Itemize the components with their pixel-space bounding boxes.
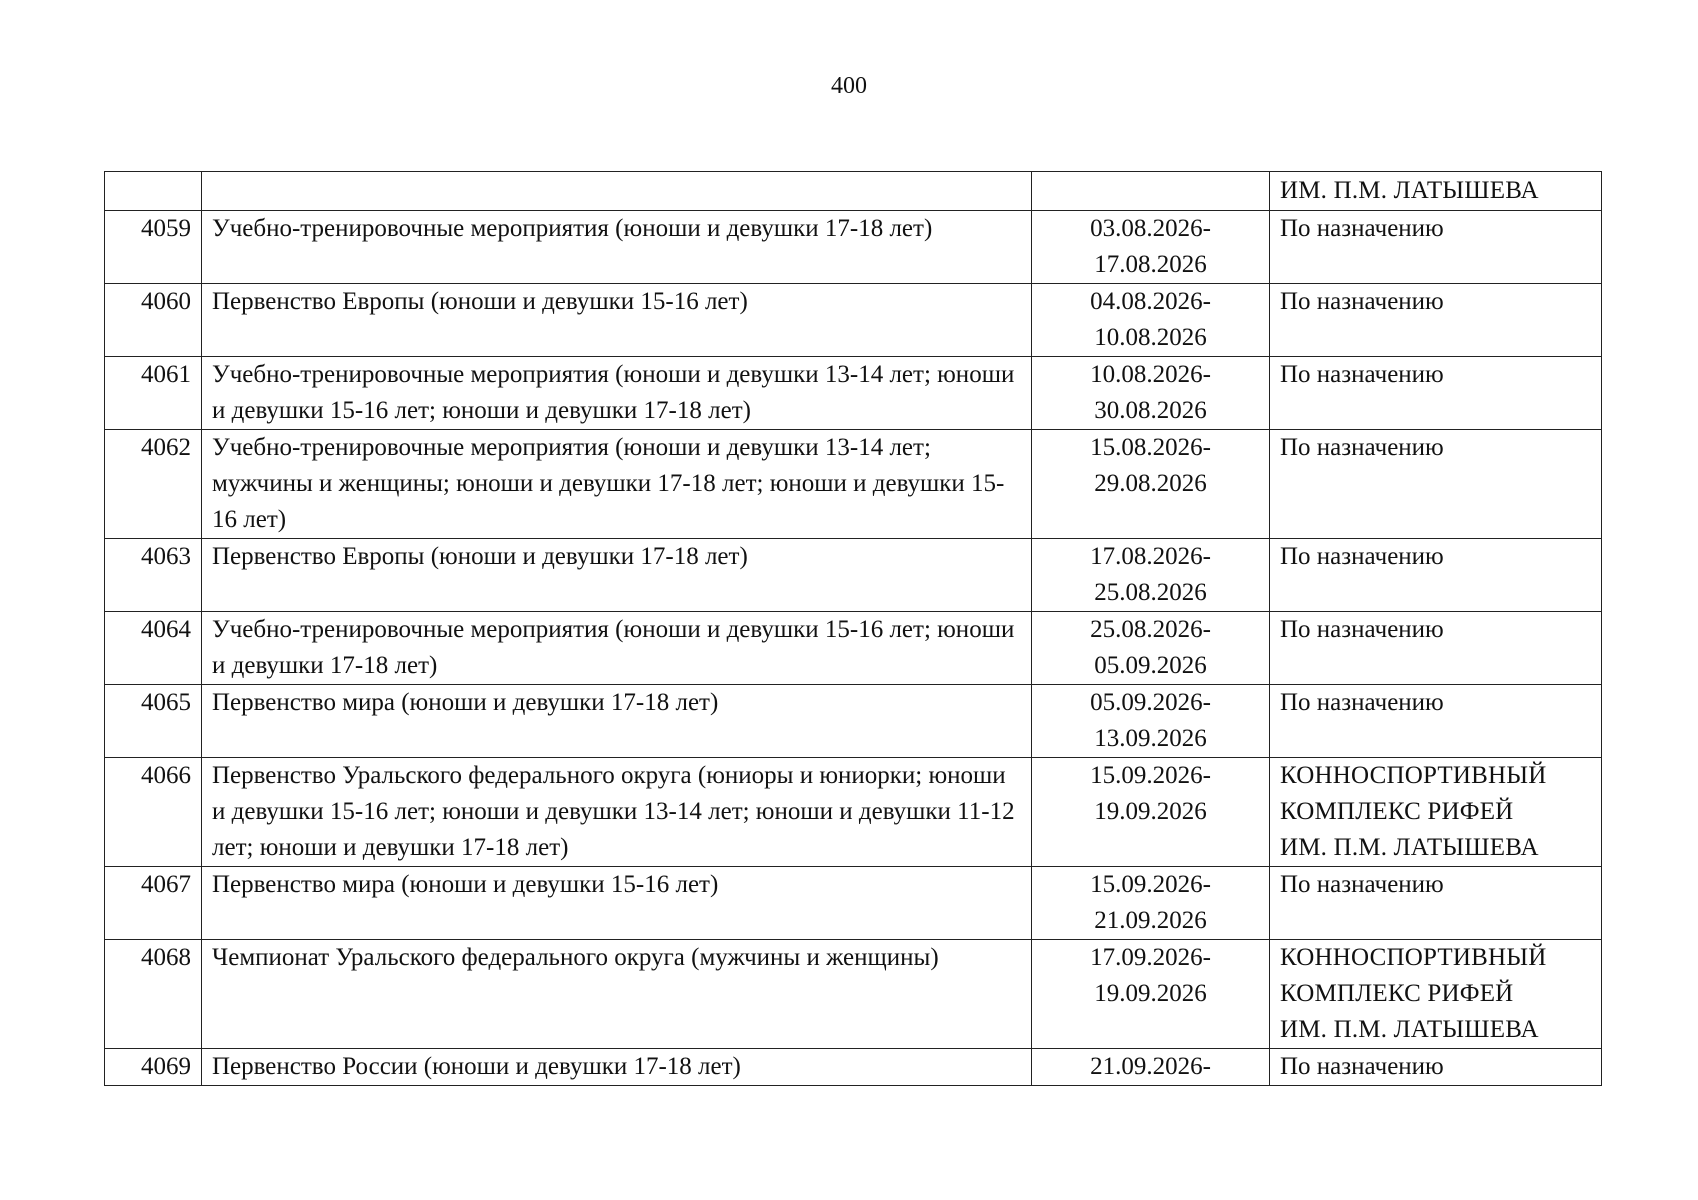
- event-place-cell: По назначению: [1270, 284, 1602, 357]
- table-row: [105, 211, 1602, 284]
- event-name-cell: Первенство Европы (юноши и девушки 17-18 лет): [202, 539, 1032, 612]
- table-row: [105, 539, 1602, 612]
- row-number-cell: 4069: [105, 1049, 202, 1086]
- row-number-cell: 4060: [105, 284, 202, 357]
- row-number-cell: 4059: [105, 211, 202, 284]
- event-place-cell: По назначению: [1270, 685, 1602, 758]
- event-dates-cell: 10.08.2026- 30.08.2026: [1032, 357, 1270, 430]
- event-name-cell: Первенство мира (юноши и девушки 15-16 лет): [202, 867, 1032, 940]
- table-row: [105, 284, 1602, 357]
- event-place-cell: КОННОСПОРТИВНЫЙ КОМПЛЕКС РИФЕЙ ИМ. П.М. ЛАТЫШЕВА: [1270, 758, 1602, 867]
- event-place-cell: По назначению: [1270, 867, 1602, 940]
- event-name-cell: [202, 172, 1032, 211]
- event-dates-cell: 04.08.2026- 10.08.2026: [1032, 284, 1270, 357]
- event-name-cell: Учебно-тренировочные мероприятия (юноши и девушки 13-14 лет; юноши и девушки 15-16 лет; юноши и девушки 17-18 лет): [202, 357, 1032, 430]
- event-name-cell: Чемпионат Уральского федерального округа (мужчины и женщины): [202, 940, 1032, 1049]
- event-dates-cell: 15.09.2026- 19.09.2026: [1032, 758, 1270, 867]
- row-number-cell: [105, 172, 202, 211]
- event-dates-cell: 17.08.2026- 25.08.2026: [1032, 539, 1270, 612]
- table-row: [105, 357, 1602, 430]
- event-dates-cell: 15.08.2026- 29.08.2026: [1032, 430, 1270, 539]
- event-place-cell: КОННОСПОРТИВНЫЙ КОМПЛЕКС РИФЕЙ ИМ. П.М. ЛАТЫШЕВА: [1270, 940, 1602, 1049]
- event-place-cell: По назначению: [1270, 539, 1602, 612]
- page-number: 400: [831, 73, 867, 99]
- event-name-cell: Первенство России (юноши и девушки 17-18 лет): [202, 1049, 1032, 1086]
- event-dates-cell: 05.09.2026- 13.09.2026: [1032, 685, 1270, 758]
- event-place-cell: По назначению: [1270, 612, 1602, 685]
- event-name-cell: Учебно-тренировочные мероприятия (юноши и девушки 13-14 лет; мужчины и женщины; юноши и девушки 17-18 лет; юноши и девушки 15-16 лет): [202, 430, 1032, 539]
- event-place-cell: По назначению: [1270, 357, 1602, 430]
- event-place-cell: По назначению: [1270, 211, 1602, 284]
- event-name-cell: Учебно-тренировочные мероприятия (юноши и девушки 17-18 лет): [202, 211, 1032, 284]
- event-dates-cell: 15.09.2026- 21.09.2026: [1032, 867, 1270, 940]
- table-row: [105, 172, 1602, 211]
- table-row: [105, 867, 1602, 940]
- row-number-cell: 4068: [105, 940, 202, 1049]
- event-dates-cell: 03.08.2026- 17.08.2026: [1032, 211, 1270, 284]
- row-number-cell: 4067: [105, 867, 202, 940]
- event-name-cell: Первенство Уральского федерального округа (юниоры и юниорки; юноши и девушки 15-16 лет; юноши и девушки 13-14 лет; юноши и девушки 11-12 лет; юноши и девушки 17-18 лет): [202, 758, 1032, 867]
- table-row: [105, 940, 1602, 1049]
- row-number-cell: 4061: [105, 357, 202, 430]
- event-name-cell: Первенство Европы (юноши и девушки 15-16 лет): [202, 284, 1032, 357]
- table-row: [105, 758, 1602, 867]
- events-table: [104, 171, 1602, 1086]
- table-row: [105, 430, 1602, 539]
- row-number-cell: 4064: [105, 612, 202, 685]
- row-number-cell: 4063: [105, 539, 202, 612]
- event-place-cell: По назначению: [1270, 1049, 1602, 1086]
- event-name-cell: Первенство мира (юноши и девушки 17-18 лет): [202, 685, 1032, 758]
- table-row: [105, 685, 1602, 758]
- table-row: [105, 612, 1602, 685]
- row-number-cell: 4066: [105, 758, 202, 867]
- event-dates-cell: 25.08.2026- 05.09.2026: [1032, 612, 1270, 685]
- event-dates-cell: 17.09.2026- 19.09.2026: [1032, 940, 1270, 1049]
- row-number-cell: 4062: [105, 430, 202, 539]
- event-place-cell: По назначению: [1270, 430, 1602, 539]
- event-name-cell: Учебно-тренировочные мероприятия (юноши и девушки 15-16 лет; юноши и девушки 17-18 лет): [202, 612, 1032, 685]
- event-dates-cell: [1032, 172, 1270, 211]
- event-dates-cell: 21.09.2026-: [1032, 1049, 1270, 1086]
- event-place-cell: ИМ. П.М. ЛАТЫШЕВА: [1270, 172, 1602, 211]
- row-number-cell: 4065: [105, 685, 202, 758]
- table-row: [105, 1049, 1602, 1086]
